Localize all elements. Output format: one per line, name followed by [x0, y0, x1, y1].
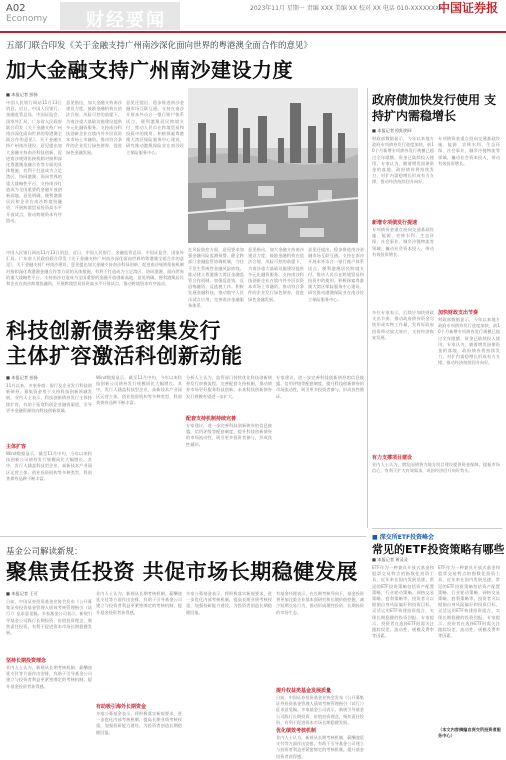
story2-sub2: 配套支持机制持续完善 [186, 416, 237, 422]
sidebar1-sub2: 加快财政支出节奏 [438, 310, 479, 316]
story3-headline: 聚焦责任投资 共促市场长期稳健发展 [6, 560, 358, 584]
section-title: 财经要闻 [86, 10, 166, 31]
story2-col-3: 分析人士认为，监管部门持续优化科技创新债券发行审核流程，完善配套支持机制，推动债券市场更好服务科技创新。未来科技创新债券发行规模有望进一步扩大。 [186, 375, 272, 399]
sidebar1-sub1: 新增专项债发行提速 [372, 220, 418, 226]
sidebar1-sub3: 有力支撑项目建设 [372, 455, 413, 461]
story3-col-1b: 业内人士认为，新规从长期考核机制、薪酬递延支付等方面作出安排，有助于引导基金公司建立与投资者利益更紧密绑定的考核机制，提升基金投资者获得感。 [6, 665, 92, 689]
header-meta: 2023年11月 星期一 责编 XXX 美编 XX 校对 XX 电话 010-XXXXXXXX [250, 5, 444, 12]
story3-rule [0, 536, 366, 537]
story3-col-4: 有基金经理表示，在长期考核导向下，基金投资将更加注重企业基本面研究和长期价值挖掘，减少短期交易行为，推动形成理性投资、长期投资的市场生态。 [276, 591, 364, 615]
paper-logo: 中国证券报 [437, 1, 498, 15]
lead-col-3: 意见还提出，稳步推进南沙金融市场互联互通。支持在南沙开展本外币合一银行账户体系试点，便利港澳居民跨境支付，推动人民币在跨境贸易和投资中的使用。积极探索粤港澳大湾区保险服务中心建设，研究推动港澳保险业在南沙设立保险服务中心。 [126, 100, 184, 155]
sidebar2-author: ■ 本报记者 黄灵灵 [372, 557, 408, 562]
sidebar2-headline: 常见的ETF投资策略有哪些 [372, 543, 505, 556]
lead-col-7: 中国人民银行网站11月13日消息，近日，中国人民银行、金融监管总局、中国证监会、国家外汇局、广东省人民政府联合印发《关于金融支持广州南沙深化面向世界的粤港澳全面合作的意见》。关于金融支持广州南沙建设，意见提出加大金融支持南沙科技创新、促进南沙规则衔接机制对接和深化粤港澳金融合作等方面的具体措施，有利于打造成为立足湾区、协同港澳、面向世界的重大战略性平台，支持南沙打造成为全国重要的金融开放创新高地。意见明确，便利港澳居民和企业在南沙跨境投融资，开展跨境贸易投资高水平开放试点，推动跨境资本有序流动。 [6, 250, 184, 287]
sidebar1-headline: 政府债加快发行使用 支持扩内需稳增长 [372, 93, 497, 123]
story3-col-1: 日前，中国证券投资基金业协会发布《公开募集证券投资基金管理人绩效考核管理指引（试行）》征求意见稿。多家基金公司表示，新规引导基金公司践行长期投资、价值投资理念，聚焦责任投资，有利于促进资本市场长期稳健发展。 [6, 599, 92, 636]
story3-kicker: 基金公司解读新规： [6, 547, 83, 557]
sidebar1-body2: 专项债资金重点投向交通基础设施、能源、农林水利、生态环保、社会事业、城乡冷链物流等领域，撬动社会资本投入，带动有效投资增长。 [372, 227, 434, 257]
story3-author: ■ 本报记者 王可 [6, 591, 38, 596]
story3-col-2b: 多家公募基金表示，将积极落实新规要求，进一步优化内部考核机制，提高长期业绩考核权重，加强投研能力建设，为投资者创造长期稳健回报。 [96, 711, 182, 735]
sidebar2-rule [372, 528, 502, 529]
story3-sub4: 优化绩效考核机制 [276, 728, 317, 734]
story2-col-1b: Wind数据显示，截至11月中旬，今年以来科技创新公司债券发行规模同比大幅增长。其中，发行人涵盖科技型企业、高新技术产业园区运营主体、创业投资机构等多种类型，科创类债券品种不断丰富。 [6, 451, 92, 481]
sidebar2-body-2: ETF作为一种兼具开放式基金和股票交易特点的指数化投资工具，近年来在国内发展迅速。常见的ETF投资策略包括资产配置策略、行业轮动策略、网格交易策略、套利策略等。投资者可以根据自身风险偏好和投资目标，灵活运用ETF构建投资组合，实现长期稳健的投资回报。专家提示，投资者在选择ETF时需关注跟踪误差、流动性、规模及费率等因素。 [438, 565, 500, 639]
story3-col-4b: 日前，中国证券投资基金业协会发布《公开募集证券投资基金管理人绩效考核管理指引（试行）》征求意见稿。多家基金公司表示，新规引导基金公司践行长期投资、价值投资理念，聚焦责任投资，有利于促进资本市场长期稳健发展。 [276, 695, 364, 725]
story2-headline-2: 主体扩容激活科创新动能 [6, 344, 243, 368]
story2-sub1: 主体扩容 [6, 444, 27, 450]
story3-sub1: 坚持长期投资理念 [6, 658, 47, 664]
story3-sub2: 有助吸引海外长期资金 [96, 704, 147, 710]
story2-author: ■ 本报记者 彭扬 [6, 375, 38, 380]
sidebar2-footer: （本文内容摘编自深交所投资者服务中心） [438, 727, 501, 738]
story2-col-1: 11月以来，多家券商、银行及企业发行科技创新债券，募集资金用于支持科技创新领域发展。业内人士表示，科技创新债券发行主体持续扩容，有助于拓宽科创企业融资渠道，引导更多金融资源投向科技创新领域。 [6, 383, 92, 413]
lead-col-5: 意见指出，加大金融支持南沙建设力度。鼓励金融机构在依法合规、风险可控的前提下，为南沙重大基础设施建设提供多元化融资服务。支持南沙科技创新企业在境内外多层次资本市场上市融资。推动符合条件的企业发行绿色债券，促进绿色金融发展。 [248, 247, 304, 302]
story3-col-3: 多家公募基金表示，将积极落实新规要求，进一步优化内部考核机制，提高长期业绩考核权重，加强投研能力建设，为投资者创造长期稳健回报。 [186, 591, 272, 615]
section-en: Economy [6, 14, 48, 24]
story3-sub3: 提升权益类基金发展质量 [276, 688, 332, 694]
story3-col-4c: 业内人士认为，新规从长期考核机制、薪酬递延支付等方面作出安排，有助于引导基金公司建立与投资者利益更紧密绑定的考核机制，提升基金投资者获得感。 [276, 735, 364, 759]
sidebar1-body3: 多位专家表示，后续应加快财政支出节奏，推动政府债券资金尽快形成实物工作量，发挥好政府投资带动放大效应，支持经济恢复发展。 [372, 310, 434, 340]
story2-col-2: Wind数据显示，截至11月中旬，今年以来科技创新公司债券发行规模同比大幅增长。其中，发行人涵盖科技型企业、高新技术产业园区运营主体、创业投资机构等多种类型，科创类债券品种不断丰富。 [96, 375, 182, 405]
story3-col-2: 业内人士认为，新规从长期考核机制、薪酬递延支付等方面作出安排，有助于引导基金公司建立与投资者利益更紧密绑定的考核机制，提升基金投资者获得感。 [96, 591, 182, 615]
lead-author: ■ 本报记者 彭扬 [6, 92, 38, 97]
page-number: A02 [6, 3, 26, 14]
story2-col-3b: 专家建议，进一步完善科技创新债券的信息披露、信用评级等配套制度，提升科技创新债券的市场流动性，吸引更多投资者参与，形成良性循环。 [186, 423, 272, 447]
lead-kicker: 五部门联合印发《关于金融支持广州南沙深化面向世界的粤港澳全面合作的意见》 [6, 41, 313, 51]
lead-col-4: 在风险防控方面，意见要求加强金融风险监测预警，健全跨部门金融监管协调机制，守住不发生系统性金融风险底线。推动建立粤港澳大湾区金融监管合作机制，加强反洗钱、反恐怖融资、反逃税工作。积极发展金融科技，推动数字人民币试点应用，完善南沙金融服务体系。 [188, 247, 244, 308]
page-header [0, 0, 506, 34]
story2-col-4: 专家建议，进一步完善科技创新债券的信息披露、信用评级等配套制度，提升科技创新债券的市场流动性，吸引更多投资者参与，形成良性循环。 [276, 375, 364, 399]
header-rule [0, 31, 506, 33]
lead-headline: 加大金融支持广州南沙建设力度 [6, 58, 293, 82]
story2-headline-1: 科技创新债券密集发行 [6, 319, 221, 343]
column-divider [367, 88, 368, 528]
lead-col-2: 意见指出，加大金融支持南沙建设力度。鼓励金融机构在依法合规、风险可控的前提下，为南沙重大基础设施建设提供多元化融资服务。支持南沙科技创新企业在境内外多层次资本市场上市融资。推动符合条件的企业发行绿色债券，促进绿色金融发展。 [66, 100, 122, 155]
lead-col-1: 中国人民银行网站11月13日消息，近日，中国人民银行、金融监管总局、中国证监会、国家外汇局、广东省人民政府联合印发《关于金融支持广州南沙深化面向世界的粤港澳全面合作的意见》。关于金融支持广州南沙建设，意见提出加大金融支持南沙科技创新、促进南沙规则衔接机制对接和深化粤港澳金融合作等方面的具体措施，有利于打造成为立足湾区、协同港澳、面向世界的重大战略性平台，支持南沙打造成为全国重要的金融开放创新高地。意见明确，便利港澳居民和企业在南沙跨境投融资，开展跨境贸易投资高水平开放试点，推动跨境资本有序流动。 [6, 100, 62, 223]
sidebar1-body-b: 专项债资金重点投向交通基础设施、能源、农林水利、生态环保、社会事业、城乡冷链物流等领域，撬动社会资本投入，带动有效投资增长。 [438, 136, 500, 166]
sidebar1-body: 财政部数据显示，今年以来地方政府专项债券发行进度加快，前10个月新增专项债券发行规模已超过全年限额，资金已陆续投入使用。专家认为，随着增发国债资金的落地，政府债券将持续发力，对扩内需稳增长形成有力支撑，推动经济持续回升向好。 [372, 136, 434, 185]
sidebar1-body3b: 财政部数据显示，今年以来地方政府专项债券发行进度加快，前10个月新增专项债券发行规模已超过全年限额，资金已陆续投入使用。专家认为，随着增发国债资金的落地，政府债券将持续发力，对扩内需稳增长形成有力支撑，推动经济持续回升向好。 [438, 317, 500, 366]
sidebar2-tag: ■ 深交所ETF投资峰会 [372, 534, 435, 541]
sidebar2-body-1: ETF作为一种兼具开放式基金和股票交易特点的指数化投资工具，近年来在国内发展迅速。常见的ETF投资策略包括资产配置策略、行业轮动策略、网格交易策略、套利策略等。投资者可以根据自身风险偏好和投资目标，灵活运用ETF构建投资组合，实现长期稳健的投资回报。专家提示，投资者在选择ETF时需关注跟踪误差、流动性、规模及费率等因素。 [372, 565, 434, 639]
lead-col-6: 意见还提出，稳步推进南沙金融市场互联互通。支持在南沙开展本外币合一银行账户体系试点，便利港澳居民跨境支付，推动人民币在跨境贸易和投资中的使用。积极探索粤港澳大湾区保险服务中心建设，研究推动港澳保险业在南沙设立保险服务中心。 [308, 247, 364, 302]
sidebar1-author: ■ 本报记者 欧阳剑环 [372, 128, 413, 133]
city-photo [188, 88, 358, 243]
sidebar1-body4: 业内人士认为，增发国债将为地方项目建设提供资金保障，提振市场信心，有利于扩大有效需求，巩固经济回升向好势头。 [372, 462, 500, 474]
